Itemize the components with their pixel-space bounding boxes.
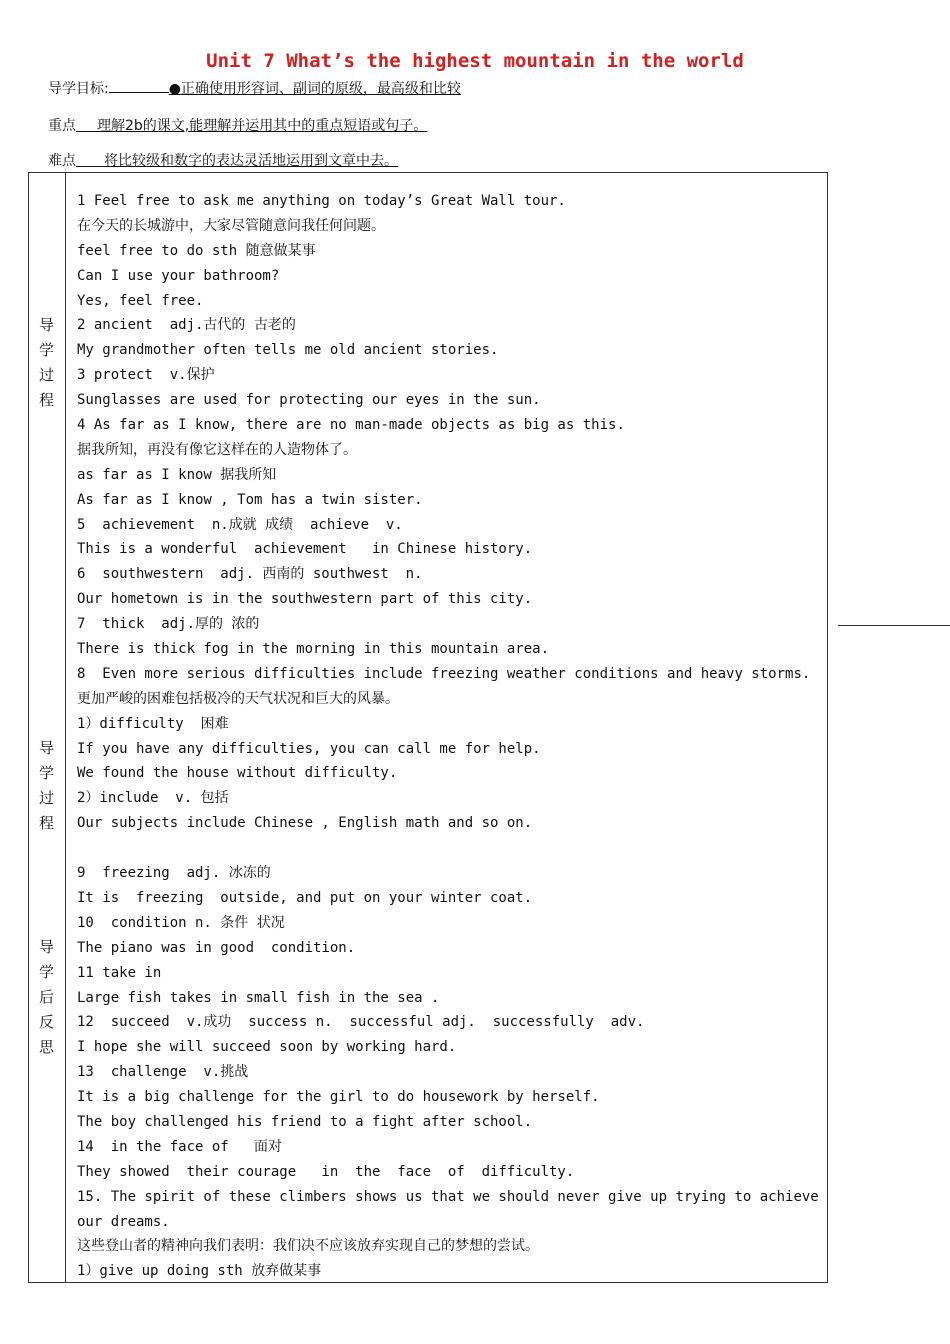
- key-point: [48, 115, 427, 135]
- content-line: 更加严峻的困难包括极冷的天气状况和巨大的风暴。: [77, 690, 399, 707]
- side-label-process-1: [30, 313, 63, 413]
- content-line: They showed their courage in the face of difficulty.: [77, 1163, 575, 1180]
- content-line: 2 ancient adj.古代的 古老的: [77, 317, 296, 334]
- difficulty-point: [48, 150, 398, 170]
- side-label-reflection: [30, 935, 63, 1060]
- side-char: 过: [38, 789, 54, 807]
- content-line: There is thick fog in the morning in this mountain area.: [77, 641, 550, 658]
- margin-rule: [838, 625, 950, 626]
- content-line: We found the house without difficulty.: [77, 765, 398, 782]
- content-line: 8 Even more serious difficulties include freezing weather conditions and heavy storms.: [77, 665, 811, 682]
- content-line: 6 southwestern adj. 西南的 southwest n.: [77, 566, 423, 583]
- column-divider: [65, 172, 66, 1283]
- side-label-process-2: [30, 736, 63, 836]
- content-line: 1 Feel free to ask me anything on today’s Great Wall tour.: [77, 193, 566, 209]
- goal-underline: [109, 80, 169, 93]
- content-line: It is a big challenge for the girl to do housework by herself.: [77, 1089, 600, 1106]
- side-char: 程: [38, 391, 54, 409]
- content-line: feel free to do sth 随意做某事: [77, 242, 316, 259]
- content-line: Sunglasses are used for protecting our eyes in the sun.: [77, 392, 541, 409]
- content-line: This is a wonderful achievement in Chinese history.: [77, 541, 533, 558]
- content-line: as far as I know 据我所知: [77, 466, 277, 483]
- side-char: 思: [38, 1038, 54, 1056]
- content-line: If you have any difficulties, you can call me for help.: [77, 740, 541, 757]
- key-point-label: 重点: [48, 118, 76, 134]
- key-point-text: 理解2b的课文,能理解并运用其中的重点短语或句子。: [97, 118, 428, 134]
- learning-goal: [48, 78, 461, 98]
- content-line: 15. The spirit of these climbers shows us that we should never give up trying to achieve: [77, 1188, 819, 1205]
- content-line: our dreams.: [77, 1213, 170, 1230]
- content-line: 11 take in: [77, 964, 162, 981]
- content-line: 12 succeed v.成功 success n. successful adj. successfully adv.: [77, 1014, 645, 1031]
- content-line: 2）include v. 包括: [77, 790, 229, 807]
- learning-goal-text: ●正确使用形容词、副词的原级，最高级和比较: [168, 81, 461, 97]
- content-line: 13 challenge v.挑战: [77, 1064, 249, 1081]
- content-line: Our hometown is in the southwestern part of this city.: [77, 591, 533, 608]
- content-line: As far as I know , Tom has a twin sister.: [77, 491, 423, 508]
- content-line: The piano was in good condition.: [77, 939, 356, 956]
- content-line: 4 As far as I know, there are no man-made objects as big as this.: [77, 417, 625, 434]
- content-line: It is freezing outside, and put on your winter coat.: [77, 889, 533, 906]
- content-line: 14 in the face of 面对: [77, 1138, 283, 1155]
- content-line: 在今天的长城游中，大家尽管随意问我任何问题。: [77, 217, 385, 234]
- content-line: 5 achievement n.成就 成绩 achieve v.: [77, 516, 403, 533]
- content-line: 10 condition n. 条件 状况: [77, 914, 285, 931]
- difficulty-text: 将比较级和数字的表达灵活地运用到文章中去。: [104, 153, 398, 169]
- content-line: 1）difficulty 困难: [77, 715, 229, 732]
- content-line: Our subjects include Chinese , English math and so on.: [77, 815, 533, 832]
- learning-goal-label: 导学目标:: [48, 81, 109, 97]
- difficulty-label: 难点: [48, 153, 76, 169]
- content-line: 7 thick adj.厚的 浓的: [77, 616, 260, 633]
- content-line: 据我所知，再没有像它这样在的人造物体了。: [77, 441, 357, 458]
- content-line: My grandmother often tells me old ancient stories.: [77, 342, 499, 359]
- content-line: [77, 836, 822, 861]
- content-line: Can I use your bathroom?: [77, 267, 280, 284]
- content-line: Large fish takes in small fish in the sea .: [77, 989, 440, 1006]
- content-line: Yes, feel free.: [77, 292, 204, 309]
- page-title: Unit 7 What’s the highest mountain in the world: [206, 50, 744, 72]
- side-char: 导: [38, 938, 54, 956]
- side-char: 过: [38, 366, 54, 384]
- content-line: 3 protect v.保护: [77, 367, 215, 384]
- side-char: 反: [38, 1013, 54, 1031]
- side-char: 学: [38, 963, 54, 981]
- content-line: 1）give up doing sth 放弃做某事: [77, 1263, 322, 1280]
- side-char: 导: [38, 739, 54, 757]
- side-char: 学: [38, 341, 54, 359]
- lesson-content: [77, 189, 822, 1284]
- side-char: 学: [38, 764, 54, 782]
- content-line: The boy challenged his friend to a fight after school.: [77, 1113, 533, 1130]
- content-line: 9 freezing adj. 冰冻的: [77, 865, 271, 882]
- side-char: 程: [38, 814, 54, 832]
- side-char: 导: [38, 316, 54, 334]
- side-char: 后: [38, 988, 54, 1006]
- content-line: 这些登山者的精神向我们表明：我们决不应该放弃实现自己的梦想的尝试。: [77, 1238, 539, 1255]
- content-line: I hope she will succeed soon by working hard.: [77, 1039, 457, 1056]
